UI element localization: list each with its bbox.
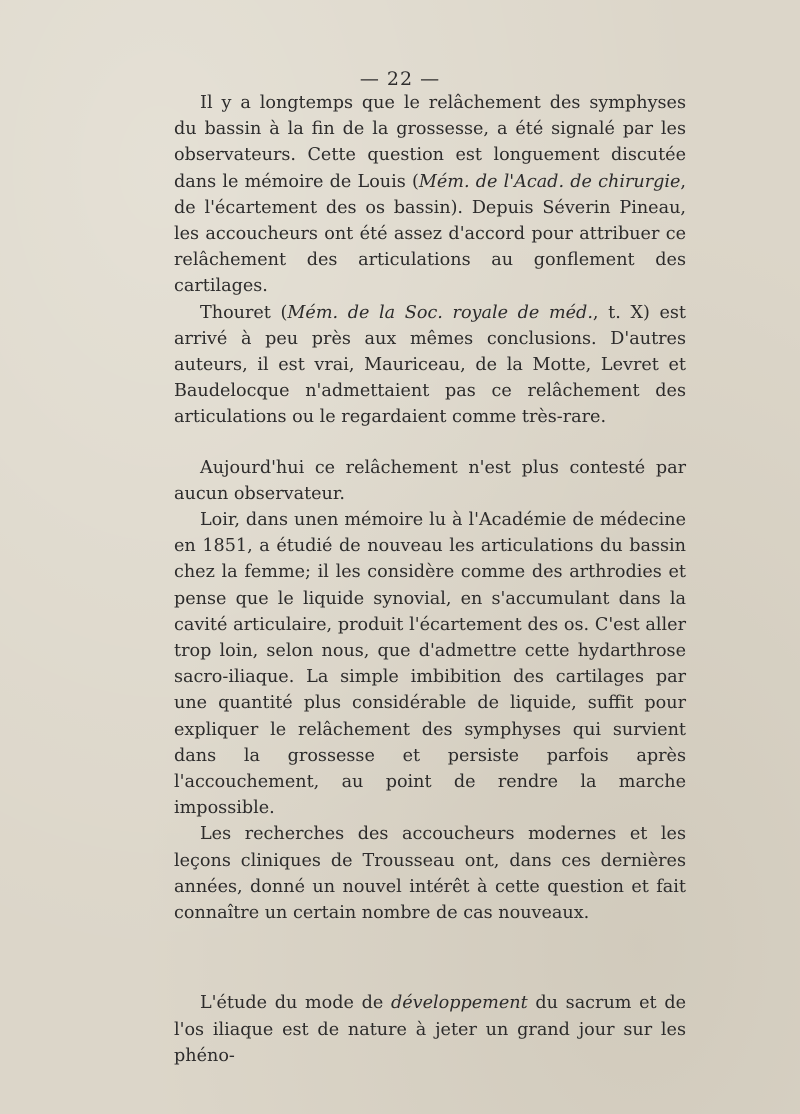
page-number: — 22 — [359,68,441,90]
paragraph-6-text-b: du sacrum et de l'os iliaque est de nature à jeter un grand jour sur les phéno- [174,993,686,1066]
body-text [174,90,686,1069]
paragraph-1 [174,90,686,300]
paragraph-4-text: Loir, dans unen mémoire lu à l'Académie de médecine en 1851, a étudié de nouveau les articulations du bassin chez la femme; il les considère comme des arthrodies et pense que le liquide synovial, en s'accumulant dans la cavité articulaire, produit l'écartement des os. C'est aller trop loin, selon nous, que d'admettre cette hydarthrose sacro-iliaque. La simple imbibition des cartilages par une quantité plus considérable de liquide, suffit pour expliquer le relâchement des symphyses qui survient dans la grossesse et persiste parfois après l'accouchement, au point de rendre la marche impossible. [174,510,686,819]
citation-louis: Mém. de l'Acad. de chirurgie [418,171,681,192]
paragraph-2-text-a: Thouret ( [200,302,288,323]
paragraph-1-text-b: , de l'écartement des os bassin). Depuis Séverin Pineau, les accoucheurs ont été assez d'accord pour attribuer ce relâchement des articulations au gonflement des cartilages. [174,171,686,297]
paragraph-5 [174,821,686,926]
paragraph-5-text: Les recherches des accoucheurs modernes et les leçons cliniques de Trousseau ont, dans ces dernières années, donné un nouvel intérêt à cette question et fait connaître un certain nombre de cas nouveaux. [174,824,686,924]
paragraph-2-text-b: , t. X) est arrivé à peu près aux mêmes conclusions. D'autres auteurs, il est vrai, Mauriceau, de la Motte, Levret et Baudelocque n'admettaient pas ce relâchement des articulations ou le regardaient comme très-rare. [174,302,687,428]
citation-thouret: Mém. de la Soc. royale de méd. [287,302,593,323]
paragraph-6 [174,990,686,1069]
paragraph-1-text-a: Il y a longtemps que le relâchement des symphyses du bassin à la fin de la grossesse, a été signalé par les observateurs. Cette question est longuement discutée dans le mémoire de Louis ( [174,93,686,192]
paragraph-3 [174,455,686,507]
paragraph-gap [174,431,686,455]
paragraph-3-text: Aujourd'hui ce relâchement n'est plus contesté par aucun observateur. [174,457,686,504]
paragraph-6-text-a: L'étude du mode de [200,993,391,1014]
paragraph-4 [174,507,686,821]
section-gap [174,926,686,990]
paragraph-2 [174,300,686,431]
term-developpement: développement [391,993,528,1014]
